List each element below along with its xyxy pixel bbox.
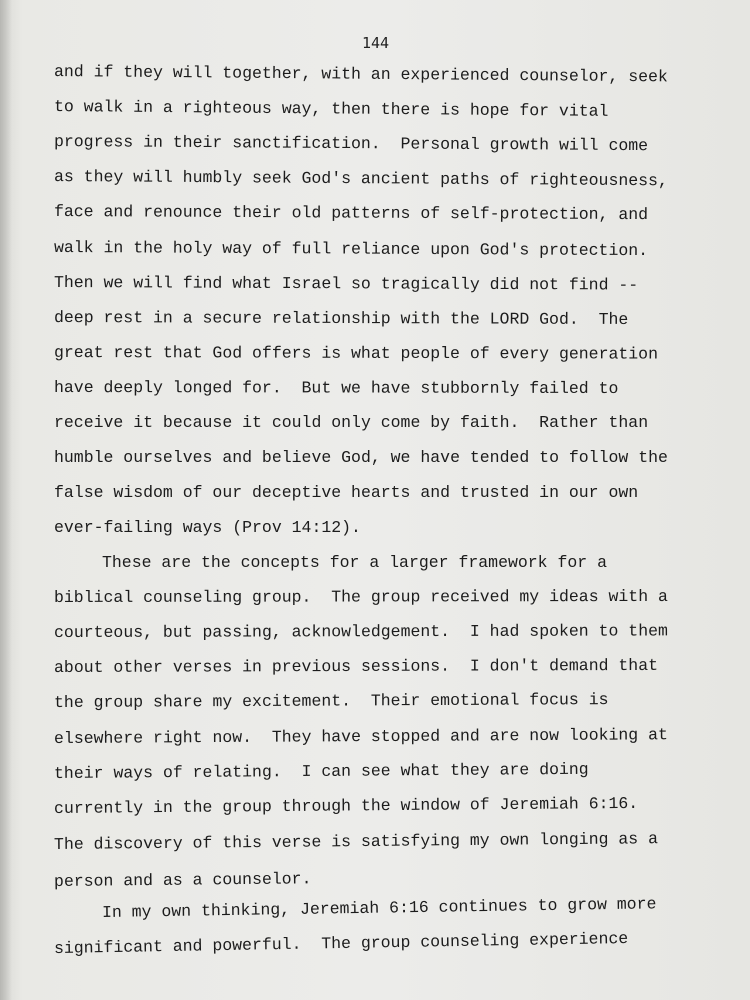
text-line: humble ourselves and believe God, we have tended to follow the — [54, 448, 668, 467]
text-line: ever-failing ways (Prov 14:12). — [54, 518, 361, 537]
text-line: to walk in a righteous way, then there is hope for vital — [53, 97, 609, 121]
text-line: biblical counseling group. The group received my ideas with a — [53, 586, 668, 607]
text-line: currently in the group through the window of Jeremiah 6:16. — [53, 793, 639, 818]
text-line: person and as a counselor. — [53, 869, 312, 891]
text-line: elsewhere right now. They have stopped and are now looking at — [53, 725, 668, 748]
text-line: progress in their sanctification. Personal growth will come — [53, 132, 649, 156]
text-line: deep rest in a secure relationship with the LORD God. The — [53, 308, 629, 330]
text-line: have deeply longed for. But we have stubbornly failed to — [53, 378, 619, 398]
text-line: the group share my excitement. Their emotional focus is — [53, 690, 609, 712]
text-line: as they will humbly seek God's ancient paths of righteousness, — [53, 167, 668, 191]
paragraph-start-line: In my own thinking, Jeremiah 6:16 continues to grow more — [101, 894, 657, 922]
text-line: Then we will find what Israel so tragically did not find -- — [53, 273, 639, 295]
page-number: 144 — [362, 34, 390, 52]
text-line: significant and powerful. The group counseling experience — [53, 928, 629, 958]
text-line: false wisdom of our deceptive hearts and trusted in our own — [54, 483, 639, 502]
text-line: great rest that God offers is what people of every generation — [53, 343, 659, 364]
text-line: face and renounce their old patterns of self-protection, and — [53, 202, 649, 225]
page-edge-shadow — [0, 0, 12, 1000]
text-line: courteous, but passing, acknowledgement. I had spoken to them — [53, 621, 668, 642]
text-line: about other verses in previous sessions. I don't demand that — [53, 655, 659, 677]
text-line: The discovery of this verse is satisfying my own longing as a — [53, 829, 659, 854]
text-line: receive it because it could only come by faith. Rather than — [54, 413, 649, 432]
text-line: walk in the holy way of full reliance upon God's protection. — [53, 238, 649, 261]
paragraph-start-line: These are the concepts for a larger framework for a — [102, 553, 607, 572]
text-line: their ways of relating. I can see what they are doing — [53, 759, 589, 783]
text-line: and if they will together, with an experienced counselor, seek — [53, 62, 668, 87]
